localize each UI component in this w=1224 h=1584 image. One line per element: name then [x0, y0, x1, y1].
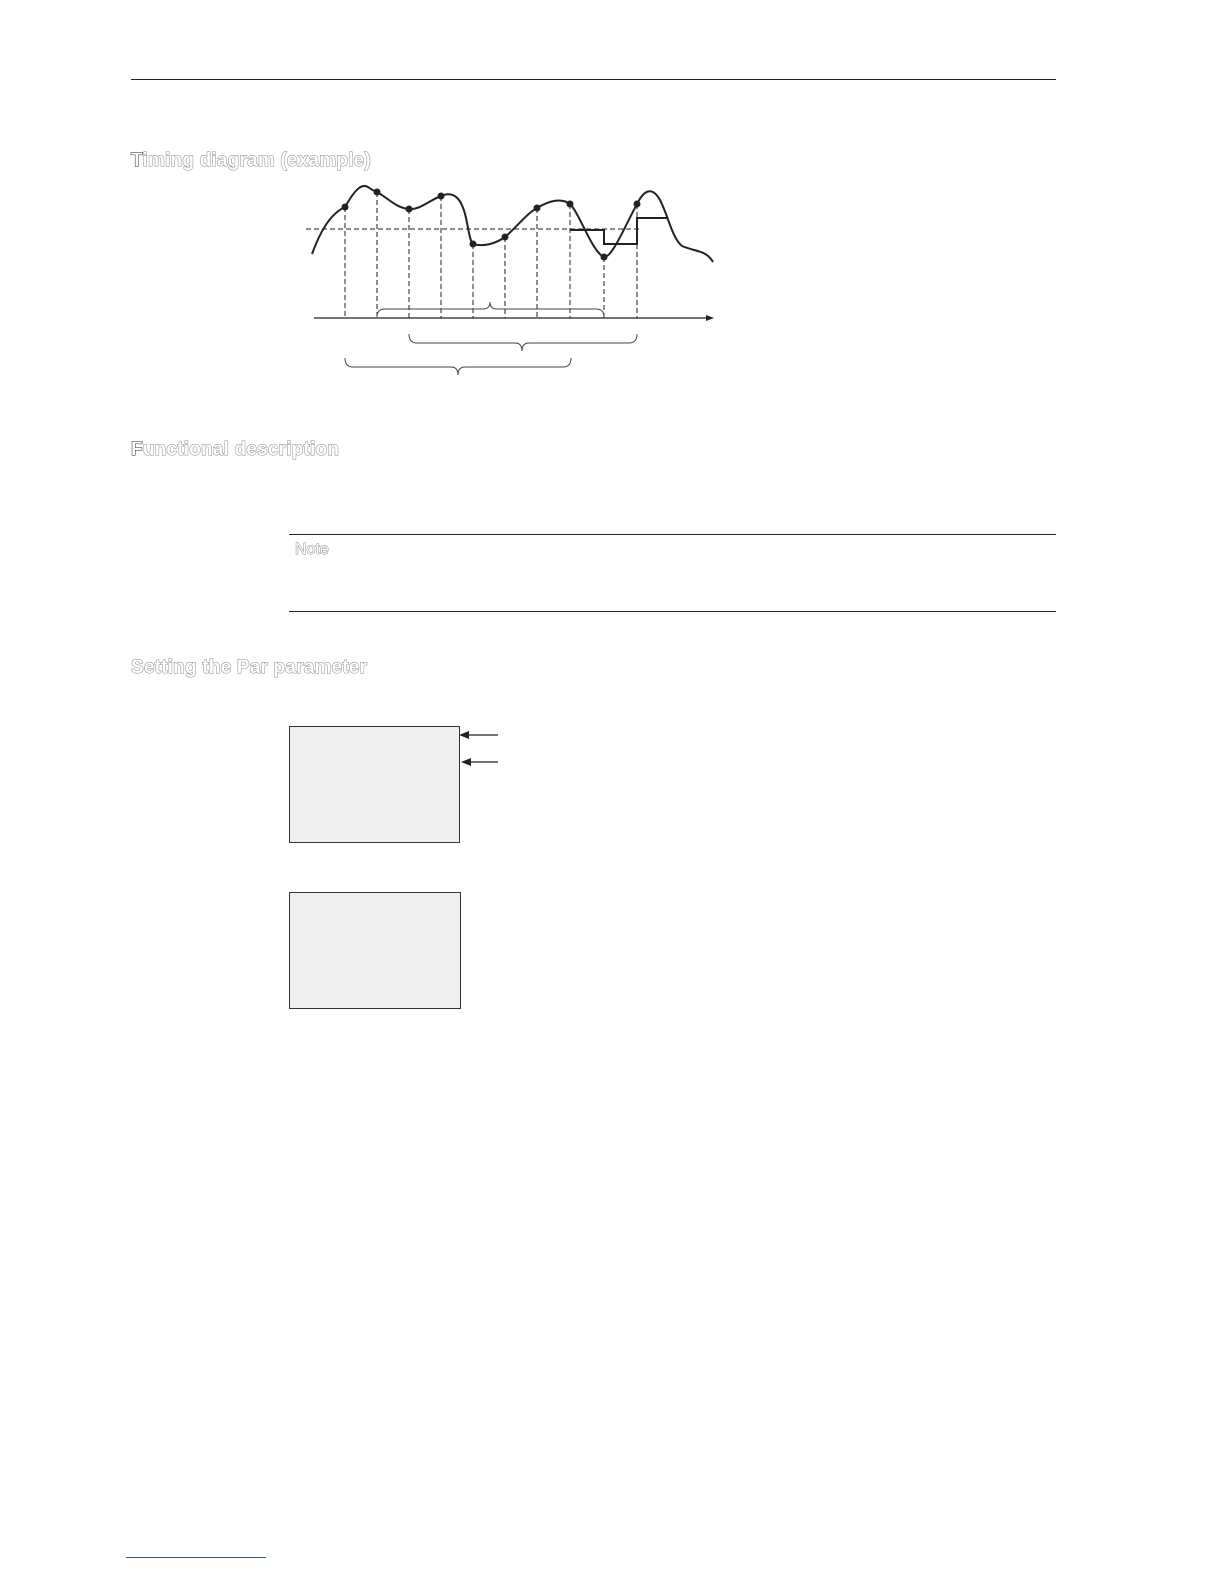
arrow-left-icon: [461, 758, 471, 766]
arrow-left-icon: [459, 731, 469, 739]
header-rule: [131, 79, 1056, 80]
note-top-rule: [289, 534, 1056, 535]
brace-window-2: [409, 334, 637, 351]
functional-description-heading: Functional description: [131, 439, 340, 460]
note-bottom-rule: [289, 611, 1056, 612]
footer-link-underline[interactable]: [126, 1557, 266, 1558]
timing-diagram: [300, 178, 720, 378]
setting-par-heading: Setting the Par parameter: [131, 657, 368, 678]
par-callout-arrows: [455, 726, 505, 776]
time-axis-arrowhead: [706, 315, 714, 321]
sample-lines: [345, 192, 637, 318]
brace-window-3: [345, 358, 571, 375]
analog-signal-curve: [312, 186, 713, 262]
par-display-panel-1: [289, 726, 460, 843]
timing-diagram-heading: Timing diagram (example): [131, 150, 371, 171]
note-label: Note: [295, 541, 329, 558]
par-display-panel-2: [289, 892, 461, 1009]
